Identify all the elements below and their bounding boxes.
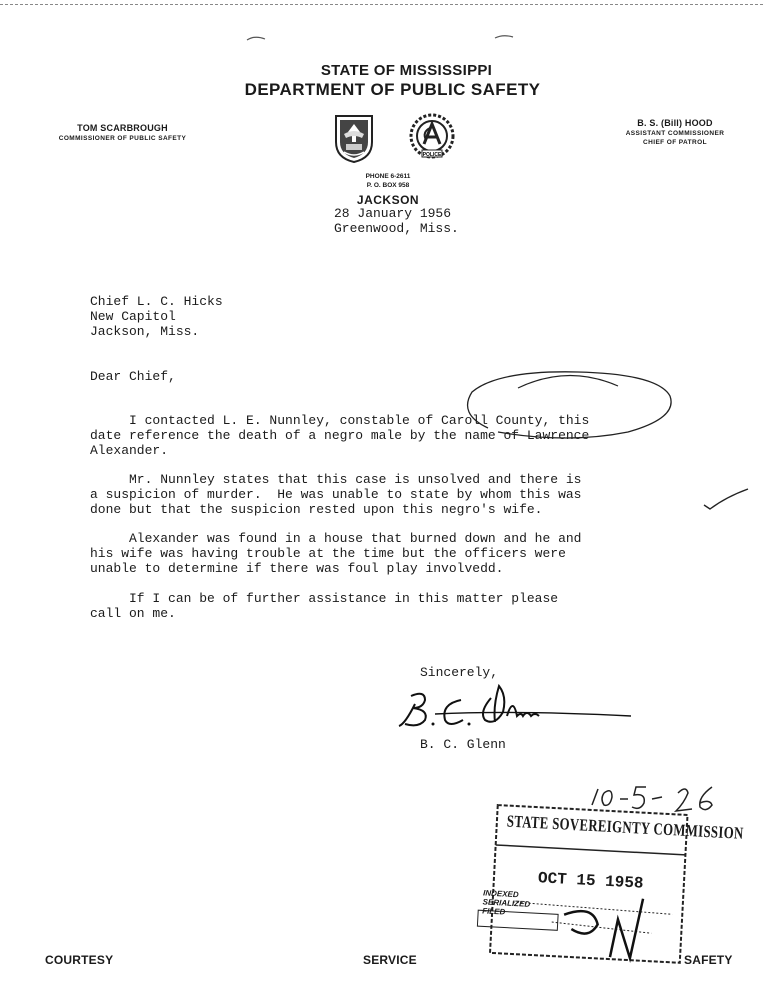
check-mark-icon bbox=[700, 485, 752, 513]
police-badge-label: POLICE bbox=[422, 152, 442, 158]
chief-of-patrol-title: CHIEF OF PATROL bbox=[643, 139, 707, 146]
stamp-indexed: INDEXED bbox=[482, 888, 519, 900]
dateline bbox=[334, 206, 459, 236]
body-line: Alexander. bbox=[90, 443, 169, 458]
police-badge-icon bbox=[408, 110, 456, 164]
body-line: Alexander was found in a house that burned down and he and bbox=[90, 531, 582, 546]
body-line: Mr. Nunnley states that this case is unsolved and there is bbox=[90, 472, 582, 487]
salutation: Dear Chief, bbox=[90, 369, 176, 384]
assistant-commissioner-name: B. S. (Bill) HOOD bbox=[637, 118, 713, 128]
footer-service: SERVICE bbox=[363, 953, 417, 967]
body-line: If I can be of further assistance in this matter please bbox=[90, 591, 559, 606]
scan-marks bbox=[245, 32, 525, 46]
body-paragraph-3 bbox=[90, 531, 581, 576]
footer-courtesy: COURTESY bbox=[45, 953, 114, 967]
contact-block bbox=[338, 172, 438, 190]
scan-edge bbox=[0, 4, 763, 5]
stamp-date: OCT 15 1958 bbox=[537, 869, 644, 893]
body-line: call on me. bbox=[90, 606, 176, 621]
footer-safety: SAFETY bbox=[684, 953, 733, 967]
body-paragraph-2 bbox=[90, 472, 581, 517]
recipient-name: Chief L. C. Hicks bbox=[90, 294, 223, 309]
body-line: I contacted L. E. Nunnley, constable of Caroll County, this bbox=[90, 413, 590, 428]
body-line: date reference the death of a negro male by the name of Lawrence bbox=[90, 428, 590, 443]
recipient-city: Jackson, Miss. bbox=[90, 324, 200, 339]
received-stamp bbox=[478, 800, 745, 955]
commissioner-title: COMMISSIONER OF PUBLIC SAFETY bbox=[58, 135, 187, 142]
stamp-serialized: SERIALIZED bbox=[482, 897, 531, 909]
recipient-address bbox=[90, 294, 223, 339]
commissioner-name: TOM SCARBROUGH bbox=[77, 123, 168, 133]
body-line: done but that the suspicion rested upon this negro's wife. bbox=[90, 502, 543, 517]
body-line: his wife was having trouble at the time but the officers were bbox=[90, 546, 566, 561]
city-heading: JACKSON bbox=[356, 193, 420, 207]
phone-number: PHONE 6-2611 bbox=[365, 173, 411, 180]
body-line: a suspicion of murder. He was unable to state by whom this was bbox=[90, 487, 582, 502]
stamp-title: STATE SOVEREIGNTY COMMISSION bbox=[506, 811, 745, 843]
state-heading: STATE OF MISSISSIPPI bbox=[320, 62, 493, 79]
assistant-commissioner-block bbox=[610, 118, 740, 146]
signer-name: B. C. Glenn bbox=[420, 737, 506, 752]
closing: Sincerely, bbox=[420, 665, 499, 680]
state-seal-icon bbox=[330, 112, 378, 164]
body-paragraph-4 bbox=[90, 591, 558, 621]
letter-date: 28 January 1956 bbox=[334, 206, 452, 221]
recipient-building: New Capitol bbox=[90, 309, 176, 324]
handwritten-oval-mark bbox=[458, 366, 683, 446]
commissioner-block bbox=[40, 123, 205, 142]
handwritten-signature bbox=[395, 676, 640, 736]
stamp-filed: FILED bbox=[481, 906, 506, 917]
body-line: unable to determine if there was foul play involvedd. bbox=[90, 561, 504, 576]
po-box: P. O. BOX 958 bbox=[366, 182, 410, 189]
department-heading: DEPARTMENT OF PUBLIC SAFETY bbox=[244, 80, 541, 99]
assistant-commissioner-title: ASSISTANT COMMISSIONER bbox=[625, 130, 725, 137]
letter-place: Greenwood, Miss. bbox=[334, 221, 459, 236]
